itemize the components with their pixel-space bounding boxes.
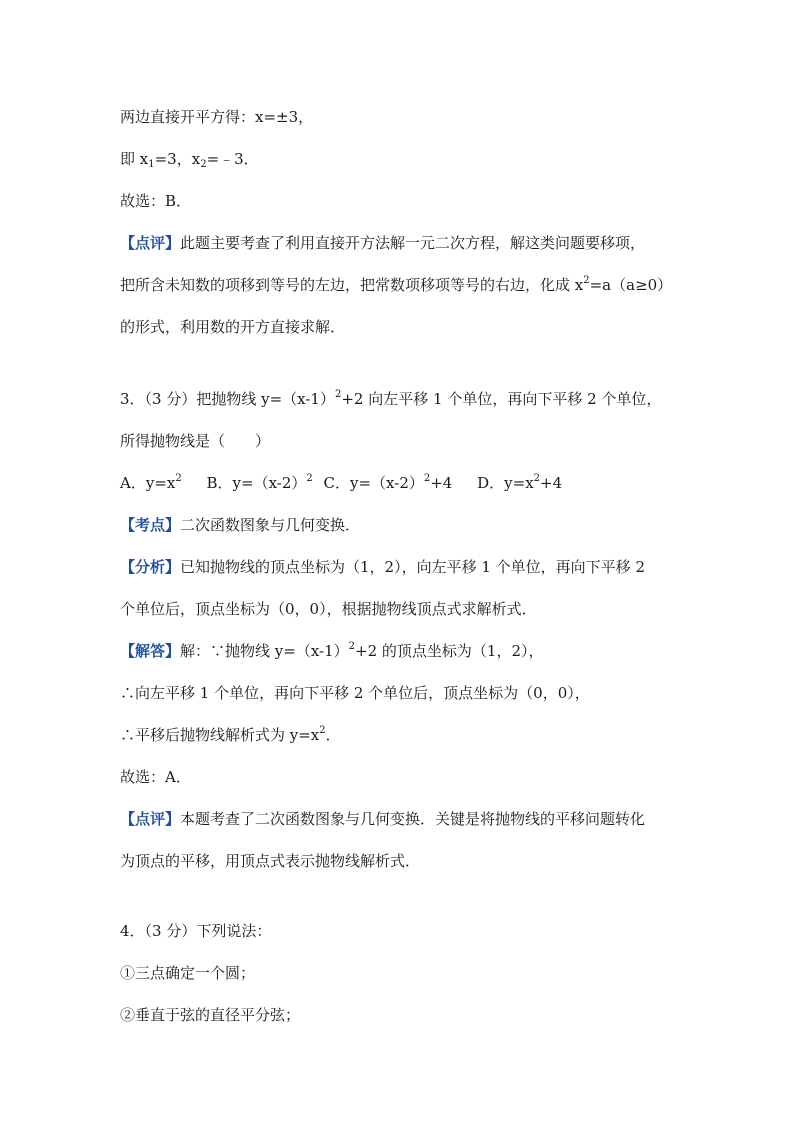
q3-stem-line2: 所得抛物线是（ ） bbox=[120, 432, 271, 450]
solution-tag: 【解答】 bbox=[120, 642, 181, 660]
q3-review-line2: 为顶点的平移，用顶点式表示抛物线解析式． bbox=[120, 852, 421, 870]
q3-solution-line1: 【解答】解：∵抛物线 $y=(x-1)^2+2$ 的顶点坐标为（1，2）， bbox=[120, 641, 544, 660]
q3-options bbox=[120, 473, 714, 493]
q3-stem-line1: 3．（3 分）把抛物线 $y=(x-1)^2+2$ 向左平移 1 个单位，再向下平移 2 个单位， bbox=[120, 389, 662, 408]
q3-review-line1: 【点评】本题考查了二次函数图象与几何变换．关键是将抛物线的平移问题转化 bbox=[120, 810, 646, 828]
q4-stem: 4．（3 分）下列说法： bbox=[120, 922, 272, 940]
analysis-tag: 【分析】 bbox=[120, 558, 181, 576]
q3-answer: 故选：A． bbox=[120, 768, 191, 786]
review-tag: 【点评】 bbox=[120, 234, 181, 252]
review-tag: 【点评】 bbox=[120, 810, 181, 828]
sol2-review-line1: 【点评】此题主要考查了利用直接开方法解一元二次方程，解这类问题要移项， bbox=[120, 234, 646, 252]
q3-analysis-line2: 个单位后，顶点坐标为（0，0），根据抛物线顶点式求解析式． bbox=[120, 600, 537, 618]
sol2-answer: 故选：B． bbox=[120, 192, 192, 210]
sol2-step1: 两边直接开平方得：x=±3， bbox=[120, 108, 314, 126]
q4-item-1: ①三点确定一个圆； bbox=[120, 964, 256, 982]
sol2-step2: 即 $x_1=3$，$x_2=﹣3$． bbox=[120, 150, 259, 170]
q3-option-c: C．$y=(x-2)^2+4$ bbox=[323, 473, 453, 492]
q3-option-a: A．$y=x^2$ bbox=[120, 473, 182, 492]
q4-item-2: ②垂直于弦的直径平分弦； bbox=[120, 1006, 301, 1024]
q3-analysis-line1: 【分析】已知抛物线的顶点坐标为（1，2），向左平移 1 个单位，再向下平移 2 bbox=[120, 558, 645, 576]
q3-solution-line2: ∴向左平移 1 个单位，再向下平移 2 个单位后，顶点坐标为（0，0）， bbox=[120, 684, 590, 702]
sol2-review-line2: 把所含未知数的项移到等号的左边，把常数项移项等号的右边，化成 $x^2=a(a\ge 0)$ bbox=[120, 275, 673, 294]
q3-option-b: B．$y=(x-2)^2$ bbox=[206, 473, 313, 492]
q3-option-d: D．$y=x^2+4$ bbox=[477, 473, 563, 492]
sol2-review-line3: 的形式，利用数的开方直接求解． bbox=[120, 318, 346, 336]
q3-solution-line3: ∴平移后抛物线解析式为 $y=x^2$． bbox=[120, 725, 341, 744]
point-tag: 【考点】 bbox=[120, 516, 181, 534]
q3-point: 【考点】二次函数图象与几何变换． bbox=[120, 516, 361, 534]
